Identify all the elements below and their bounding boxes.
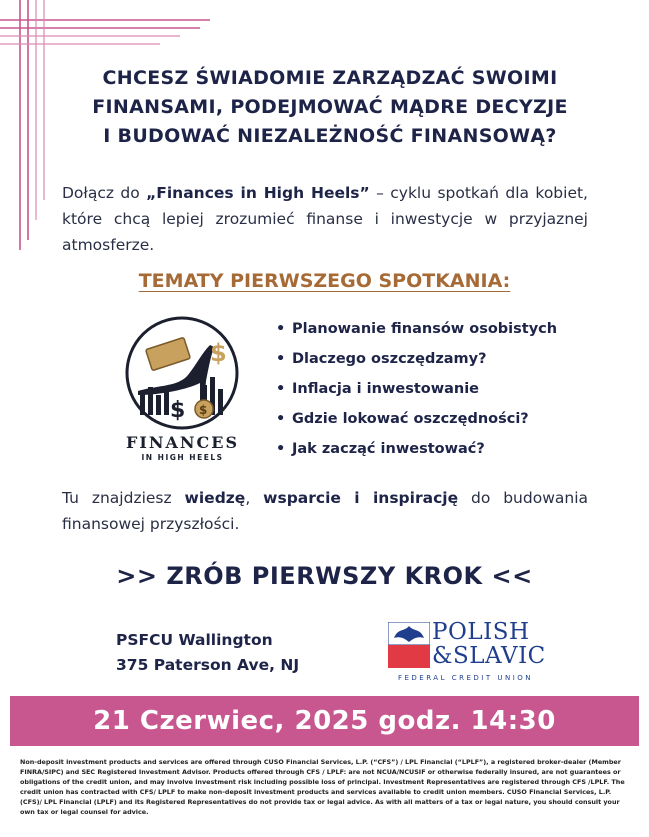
headline: [40, 64, 620, 151]
credit-union-name-line-2: &SLAVIC: [432, 643, 546, 669]
topics-list: [276, 314, 596, 464]
credit-union-name-line-1: POLISH: [432, 619, 530, 645]
support-bold-1: wiedzę: [184, 489, 246, 507]
headline-line-3: I BUDOWAĆ NIEZALEŻNOŚĆ FINANSOWĄ?: [103, 125, 557, 147]
topics-title: TEMATY PIERWSZEGO SPOTKANIA:: [138, 270, 511, 292]
credit-union-subtitle: FEDERAL CREDIT UNION: [397, 674, 534, 682]
support-text-2: ,: [245, 489, 264, 507]
svg-text:$: $: [199, 403, 208, 417]
logo-word: FINANCES: [126, 433, 239, 452]
event-date: 21 Czerwiec, 2025 godz. 14:30: [93, 706, 556, 736]
topic-item: • Inflacja i inwestowanie: [276, 374, 596, 404]
venue-name: PSFCU Wallington: [116, 631, 273, 649]
finances-in-high-heels-logo: [110, 315, 255, 465]
program-name: „Finances in High Heels”: [146, 184, 370, 202]
support-text-1: Tu znajdziesz: [62, 489, 185, 507]
credit-union-name: [432, 620, 546, 668]
call-to-action: >> ZRÓB PIERWSZY KROK <<: [116, 562, 533, 590]
high-heel-coin-icon: [118, 315, 246, 433]
support-paragraph: [62, 485, 588, 537]
support-text-3: do budowania finansowej przyszłości.: [62, 489, 589, 533]
venue-street: 375 Paterson Ave, NJ: [116, 656, 300, 674]
intro-prefix: Dołącz do: [62, 184, 147, 202]
topic-item: • Planowanie finansów osobistych: [276, 314, 596, 344]
topic-item: • Dlaczego oszczędzamy?: [276, 344, 596, 374]
topic-item: • Jak zacząć inwestować?: [276, 434, 596, 464]
legal-disclaimer: Non-deposit investment products and services are offered through CUSO Financial Services, L.P. (“CFS”) / LPL Financial (“LPLF”), a registered broker-dealer (Member FINRA/SIPC) and SEC Registered Investment Advisor. Products offered through CFS / LPLF: are not NCUA/NCUSIF or otherwise federally insured, are not guarantees or obligations of the credit union, and may involve investment risk including possible loss of principal. Investment Representatives are registered through CFS /LPLF. The credit union has contracted with CFS/ LPLF to make non-deposit investment products and services available to credit union members. CUSO Financial Services, L.P. (CFS)/ LPL Financial (LPLF) and its Registered Representatives do not provide tax or legal advice. As with all matters of a tax or legal nature, you should consult your own tax or legal counsel for advice.: [20, 758, 625, 816]
topic-item: • Gdzie lokować oszczędności?: [276, 404, 596, 434]
svg-text:$: $: [170, 398, 186, 423]
venue-address: [116, 628, 299, 678]
logo-subtitle: IN HIGH HEELS: [141, 453, 224, 462]
eagle-flag-icon: [388, 622, 430, 668]
headline-line-1: CHCESZ ŚWIADOMIE ZARZĄDZAĆ SWOIMI: [102, 67, 558, 89]
intro-suffix: – cyklu spotkań dla kobiet, które chcą lepiej zrozumieć finanse i inwestycje w przyjaznej atmosferze.: [62, 184, 588, 254]
event-date-banner: [10, 696, 639, 746]
credit-union-logo: [386, 619, 546, 686]
svg-text:$: $: [210, 339, 227, 367]
support-bold-2: wsparcie i inspirację: [263, 489, 459, 507]
headline-line-2: FINANSAMI, PODEJMOWAĆ MĄDRE DECYZJE: [92, 96, 568, 118]
intro-paragraph: [62, 180, 588, 258]
